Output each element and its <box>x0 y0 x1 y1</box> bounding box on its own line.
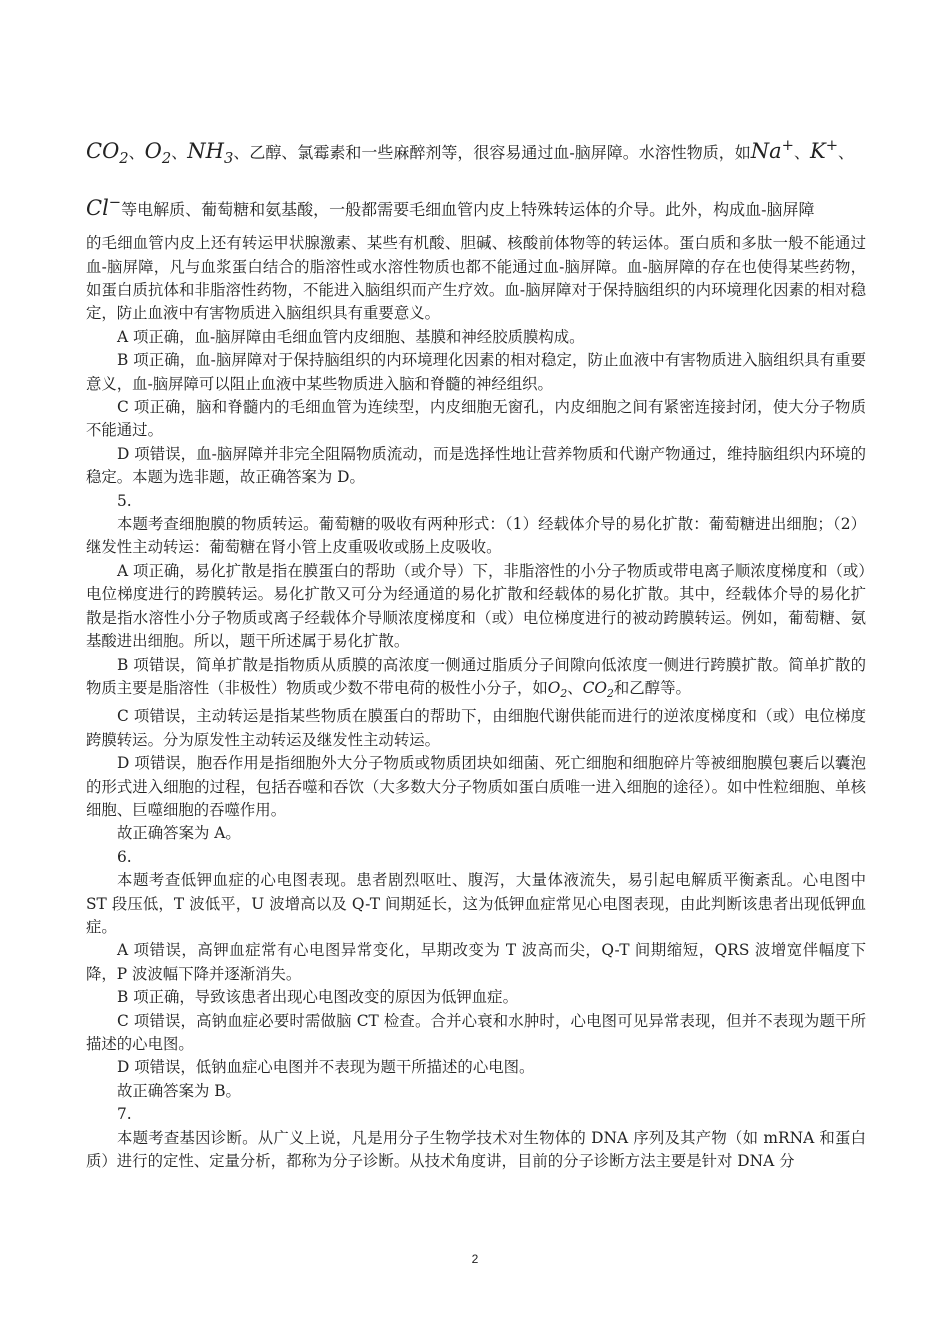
paragraph-intro-rest: 的毛细血管内皮上还有转运甲状腺激素、某些有机酸、胆碱、核酸前体物等的转运体。蛋白质和多肽一般不能通过血-脑屏障，凡与血浆蛋白结合的脂溶性或水溶性物质也都不能通过血-脑屏障。血-脑屏障的存在也使得某些药物，如蛋白质抗体和非脂溶性药物，不能进入脑组织而产生疗效。血-脑屏障对于保持脑组织的内环境理化因素的相对稳定，防止血液中有害物质进入脑组织具有重要意义。 <box>86 234 866 323</box>
formula-nh3: $NH_3$ <box>187 139 234 168</box>
q5-number: 5. <box>117 491 132 510</box>
intro-line1-text: 、乙醇、氯霉素和一些麻醉剂等，很容易通过血-脑屏障。水溶性物质，如 <box>233 143 751 162</box>
q4-option-d: D 项错误，血-脑屏障并非完全阻隔物质流动，而是选择性地让营养物质和代谢产物通过，维持脑组织内环境的稳定。本题为选非题，故正确答案为 D。 <box>86 444 866 487</box>
formula-cl-ion: Cl− <box>86 194 122 221</box>
formula-co2: $CO_2$ <box>86 139 129 168</box>
q6-answer: 故正确答案为 B。 <box>117 1081 241 1100</box>
q5-option-b-pre: B 项错误，简单扩散是指物质从质膜的高浓度一侧通过脂质分子间隙向低浓度一侧进行跨膜扩散。简单扩散的物质主要是脂溶性（非极性）物质或少数不带电荷的极性小分子，如 <box>86 655 866 697</box>
formula-o2-inline: $O_2$ <box>547 678 568 700</box>
q7-intro: 本题考查基因诊断。从广义上说，凡是用分子生物学技术对生物体的 DNA 序列及其产物（如 mRNA 和蛋白质）进行的定性、定量分析，都称为分子诊断。从技术角度讲，目前的分子诊断方法主要是针对 DNA 分 <box>86 1128 866 1171</box>
paragraph-intro-line1: $CO_2$、$O_2$、$NH_3$、乙醇、氯霉素和一些麻醉剂等，很容易通过血-脑屏障。水溶性物质，如Na+、K+、 <box>86 137 855 168</box>
formula-co2-inline: $CO_2$ <box>582 678 614 700</box>
page-number: 2 <box>471 1252 479 1266</box>
q6-intro: 本题考查低钾血症的心电图表现。患者剧烈呕吐、腹泻，大量体液流失，易引起电解质平衡紊乱。心电图中 ST 段压低，T 波低平，U 波增高以及 Q-T 间期延长，这为低钾血症常见心电图表现，由此判断该患者出现低钾血症。 <box>86 871 866 937</box>
q5-option-a: A 项正确，易化扩散是指在膜蛋白的帮助（或介导）下，非脂溶性的小分子物质或带电离子顺浓度梯度和（或）电位梯度进行的跨膜转运。易化扩散又可分为经通道的易化扩散和经载体的易化扩散。其中，经载体介导的易化扩散是指水溶性小分子物质或离子经载体介导顺浓度梯度和（或）电位梯度进行的被动跨膜转运。例如，葡萄糖、氨基酸进出细胞。所以，题干所述属于易化扩散。 <box>86 561 866 651</box>
q5-option-c: C 项错误，主动转运是指某些物质在膜蛋白的帮助下，由细胞代谢供能而进行的逆浓度梯度和（或）电位梯度跨膜转运。分为原发性主动转运及继发性主动转运。 <box>86 707 866 749</box>
q5-option-d: D 项错误，胞吞作用是指细胞外大分子物质或物质团块如细菌、死亡细胞和细胞碎片等被细胞膜包裹后以囊泡的形式进入细胞的过程，包括吞噬和吞饮（大多数大分子物质如蛋白质唯一进入细胞的途径）。如中性粒细胞、单核细胞、巨噬细胞的吞噬作用。 <box>86 754 866 820</box>
q4-option-b: B 项正确，血-脑屏障对于保持脑组织的内环境理化因素的相对稳定，防止血液中有害物质进入脑组织具有重要意义，血-脑屏障可以阻止血液中某些物质进入脑和脊髓的神经组织。 <box>86 351 866 393</box>
q6-option-c: C 项错误，高钠血症必要时需做脑 CT 检查。合并心衰和水肿时，心电图可见异常表现，但并不表现为题干所描述的心电图。 <box>86 1011 866 1054</box>
q7-number: 7. <box>117 1105 132 1124</box>
q4-option-a: A 项正确，血-脑屏障由毛细血管内皮细胞、基膜和神经胶质膜构成。 <box>117 327 585 346</box>
formula-na-ion: Na+ <box>750 137 794 163</box>
q6-option-a: A 项错误，高钾血症常有心电图异常变化，早期改变为 T 波高而尖，Q-T 间期缩短，QRS 波增宽伴幅度下降，P 波波幅下降并逐渐消失。 <box>86 941 866 983</box>
document-body <box>86 124 866 1174</box>
q5-option-b-post: 和乙醇等。 <box>613 678 691 697</box>
paragraph-intro-line2 <box>86 181 866 232</box>
q5-intro: 本题考查细胞膜的物质转运。葡萄糖的吸收有两种形式：（1）经载体介导的易化扩散：葡萄糖进出细胞；（2）继发性主动转运：葡萄糖在肾小管上皮重吸收或肠上皮吸收。 <box>86 515 866 557</box>
formula-k-ion: K+ <box>809 137 838 163</box>
q5-option-b: B 项错误，简单扩散是指物质从质膜的高浓度一侧通过脂质分子间隙向低浓度一侧进行跨膜扩散。简单扩散的物质主要是脂溶性（非极性）物质或少数不带电荷的极性小分子，如$O_2$、$CO_2$和乙醇等。 <box>86 655 866 700</box>
q6-number: 6. <box>117 847 132 866</box>
formula-o2: $O_2$ <box>144 139 172 168</box>
q6-option-d: D 项错误，低钠血症心电图并不表现为题干所描述的心电图。 <box>117 1058 535 1077</box>
q5-answer: 故正确答案为 A。 <box>117 824 241 843</box>
q6-option-b: B 项正确，导致该患者出现心电图改变的原因为低钾血症。 <box>117 988 518 1007</box>
intro-line2-text: 等电解质、葡萄糖和氨基酸，一般都需要毛细血管内皮上特殊转运体的介导。此外，构成血-脑屏障 <box>121 200 815 220</box>
q4-option-c: C 项正确，脑和脊髓内的毛细血管为连续型，内皮细胞无窗孔，内皮细胞之间有紧密连接封闭，使大分子物质不能通过。 <box>86 398 866 440</box>
